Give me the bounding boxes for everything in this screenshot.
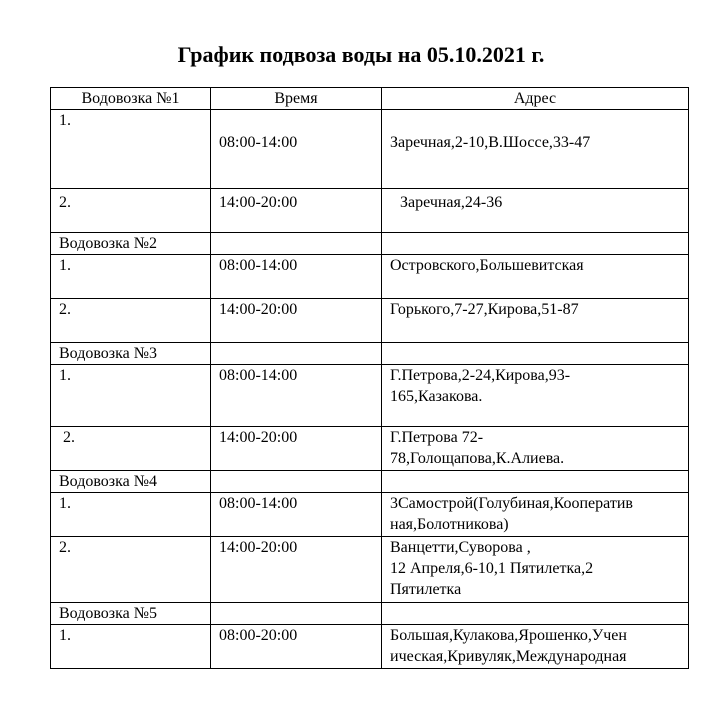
row-number: 2. (51, 299, 211, 343)
schedule-table (50, 87, 689, 669)
address-line: Горького,7-27,Кирова,51-87 (390, 301, 579, 318)
group-label: Водовозка №4 (51, 471, 211, 493)
address-line: ическая,Кривуляк,Международная (390, 648, 627, 665)
address-line: Г.Петрова,2-24,Кирова,93- (390, 367, 571, 384)
row-address (382, 493, 689, 537)
row-address (382, 299, 689, 343)
row-number: 1. (51, 110, 211, 189)
address-line: Г.Петрова 72- (390, 429, 484, 446)
group-header-row (51, 233, 689, 255)
table-row (51, 110, 689, 189)
table-header-row (51, 88, 689, 110)
group-header-row (51, 603, 689, 625)
header-time: Время (211, 88, 382, 110)
row-time: 14:00-20:00 (211, 189, 382, 233)
row-time: 08:00-20:00 (211, 625, 382, 669)
row-time: 08:00-14:00 (211, 110, 382, 189)
address-line: Большая,Кулакова,Ярошенко,Учен (390, 627, 627, 644)
row-time: 08:00-14:00 (211, 255, 382, 299)
row-number: 2. (51, 189, 211, 233)
table-row (51, 255, 689, 299)
group-label: Водовозка №3 (51, 343, 211, 365)
table-row (51, 493, 689, 537)
table-row (51, 299, 689, 343)
row-time: 08:00-14:00 (211, 365, 382, 427)
address-line: Заречная,24-36 (400, 194, 503, 211)
address-line: 78,Голощапова,К.Алиева. (390, 450, 565, 467)
row-address (382, 365, 689, 427)
group-header-row (51, 343, 689, 365)
row-number: 2. (51, 537, 211, 603)
group-label: Водовозка №5 (51, 603, 211, 625)
table-row (51, 537, 689, 603)
address-line: Заречная,2-10,В.Шоссе,33-47 (390, 134, 591, 151)
header-address: Адрес (382, 88, 689, 110)
row-address (382, 537, 689, 603)
row-address (382, 625, 689, 669)
table-row (51, 189, 689, 233)
row-number: 1. (51, 255, 211, 299)
row-number: 2. (51, 427, 211, 471)
row-address (382, 189, 689, 233)
group-label: Водовозка №2 (51, 233, 211, 255)
header-truck: Водовозка №1 (51, 88, 211, 110)
row-number: 1. (51, 365, 211, 427)
address-line: ная,Болотникова) (390, 516, 509, 533)
row-address (382, 110, 689, 189)
table-row (51, 365, 689, 427)
address-line: Ванцетти,Суворова , (390, 539, 531, 556)
address-line: Островского,Большевитская (390, 257, 584, 274)
address-line: 165,Казакова. (390, 388, 483, 405)
page-title: График подвоза воды на 05.10.2021 г. (177, 42, 545, 67)
table-row (51, 625, 689, 669)
row-address (382, 427, 689, 471)
row-time: 14:00-20:00 (211, 427, 382, 471)
row-number: 1. (51, 625, 211, 669)
address-line: Пятилетка (390, 581, 462, 598)
address-line: 3Самострой(Голубиная,Кооператив (390, 495, 633, 512)
address-line: 12 Апреля,6-10,1 Пятилетка,2 (390, 560, 594, 577)
row-number: 1. (51, 493, 211, 537)
row-time: 14:00-20:00 (211, 537, 382, 603)
row-time: 14:00-20:00 (211, 299, 382, 343)
row-address (382, 255, 689, 299)
table-row (51, 427, 689, 471)
row-time: 08:00-14:00 (211, 493, 382, 537)
group-header-row (51, 471, 689, 493)
